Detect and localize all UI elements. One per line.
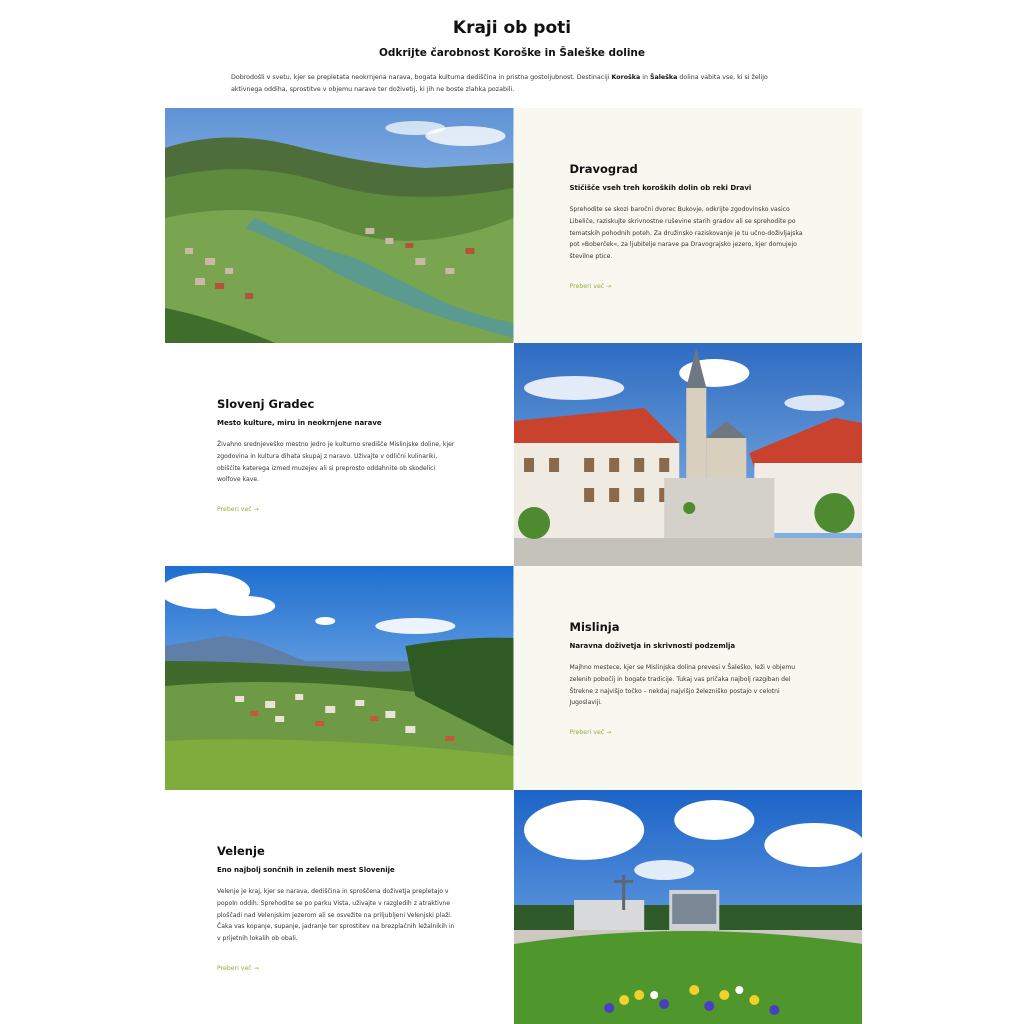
place-title: Velenje — [217, 844, 265, 858]
places-grid — [165, 108, 862, 1024]
place-card-velenje — [165, 790, 514, 1024]
place-image-velenje — [514, 790, 863, 1024]
place-row-slovenj-gradec — [165, 343, 862, 566]
place-subtitle: Mesto kulture, miru in neokrnjene narave — [217, 419, 382, 427]
place-image-slovenj-gradec — [514, 343, 863, 566]
intro-part: Dobrodošli v svetu, kjer se prepletata neokrnjena narava, bogata kulturna dediščina in pristna gostoljubnost. Destinaciji — [231, 74, 612, 81]
place-card-slovenj-gradec — [165, 343, 514, 566]
read-more-link[interactable]: Preberi več → — [569, 282, 612, 290]
place-row-mislinja — [165, 566, 862, 790]
place-description: Majhno mestece, kjer se Mislinjska dolina prevesi v Šaleško, leži v objemu zelenih pobočij in bogate tradicije. Tukaj vas pričaka najbolj razgiban del Štrekne z najvišjo točko – nekdaj najvišjo železniško postajo v celotni Jugoslaviji. — [569, 664, 796, 707]
place-description: Živahno srednjeveško mestno jedro je kulturno središče Mislinjske doline, kjer zgodovina in kultura dihata skupaj z naravo. Uživajte v odlični kulinariki, obiščite katerega izmed muzejev ali si preprosto oddahnite ob skodelici wolfove kave. — [217, 441, 455, 484]
valley-village-image — [165, 566, 514, 790]
place-subtitle: Eno najbolj sončnih in zelenih mest Slovenije — [217, 866, 395, 874]
place-description: Velenje je kraj, kjer se narava, dediščina in sproščena doživetja prepletajo v popoln oddih. Sprehodite se po parku Vista, uživajte v razgledih z atraktivne ploščadi nad Velenjskim jezerom ali se osvežite na priljubljeni Velenjski plaži. Čaka vas kopanje, supanje, jadranje ter sprostitev na brezplačnih ležalnikih in v prijetnih lokalih ob obali. — [217, 888, 455, 943]
place-title: Slovenj Gradec — [217, 397, 315, 411]
place-row-dravograd — [165, 108, 862, 343]
city-square-flowers-image — [514, 790, 863, 1024]
place-card-dravograd — [514, 108, 863, 343]
place-description: Sprehodite se skozi baročni dvorec Bukovje, odkrijte zgodovinsko vasico Libeliče, raziskujte skrivnostne ruševine starih gradov ali se sprehodite po tematskih pohodnih poteh. Za družinsko raziskovanje je tu učno-doživljajska pot »Boberček«, za ljubitelje narave pa Dravograjsko jezero, kjer domujejo številne ptice. — [569, 206, 803, 261]
place-subtitle: Naravna doživetja in skrivnosti podzemlja — [569, 642, 736, 650]
town-square-church-image — [514, 343, 863, 566]
place-image-mislinja — [165, 566, 514, 790]
page-subtitle: Odkrijte čarobnost Koroške in Šaleške doline — [378, 47, 646, 59]
place-row-velenje — [165, 790, 862, 1024]
read-more-link[interactable]: Preberi več → — [217, 506, 259, 514]
place-title: Mislinja — [569, 620, 620, 634]
intro-part: in — [640, 74, 650, 81]
place-card-mislinja — [514, 566, 863, 790]
read-more-link[interactable]: Preberi več → — [217, 964, 259, 972]
place-title: Dravograd — [569, 162, 638, 176]
intro-part: dolina vabita vse, ki si želijo aktivnega oddiha, sprostitve v objemu narave ter doživetij, ki jih ne boste zlahka pozabili. — [231, 74, 768, 93]
page-title: Kraji ob poti — [452, 18, 572, 38]
read-more-link[interactable]: Preberi več → — [569, 729, 612, 737]
river-town-aerial-image — [165, 108, 514, 343]
place-image-dravograd — [165, 108, 514, 343]
intro-bold: Koroška — [611, 74, 641, 81]
intro-text — [231, 72, 791, 96]
place-subtitle: Stičišče vseh treh koroških dolin ob reki Dravi — [569, 184, 752, 192]
intro-bold: Šaleška — [649, 74, 678, 81]
